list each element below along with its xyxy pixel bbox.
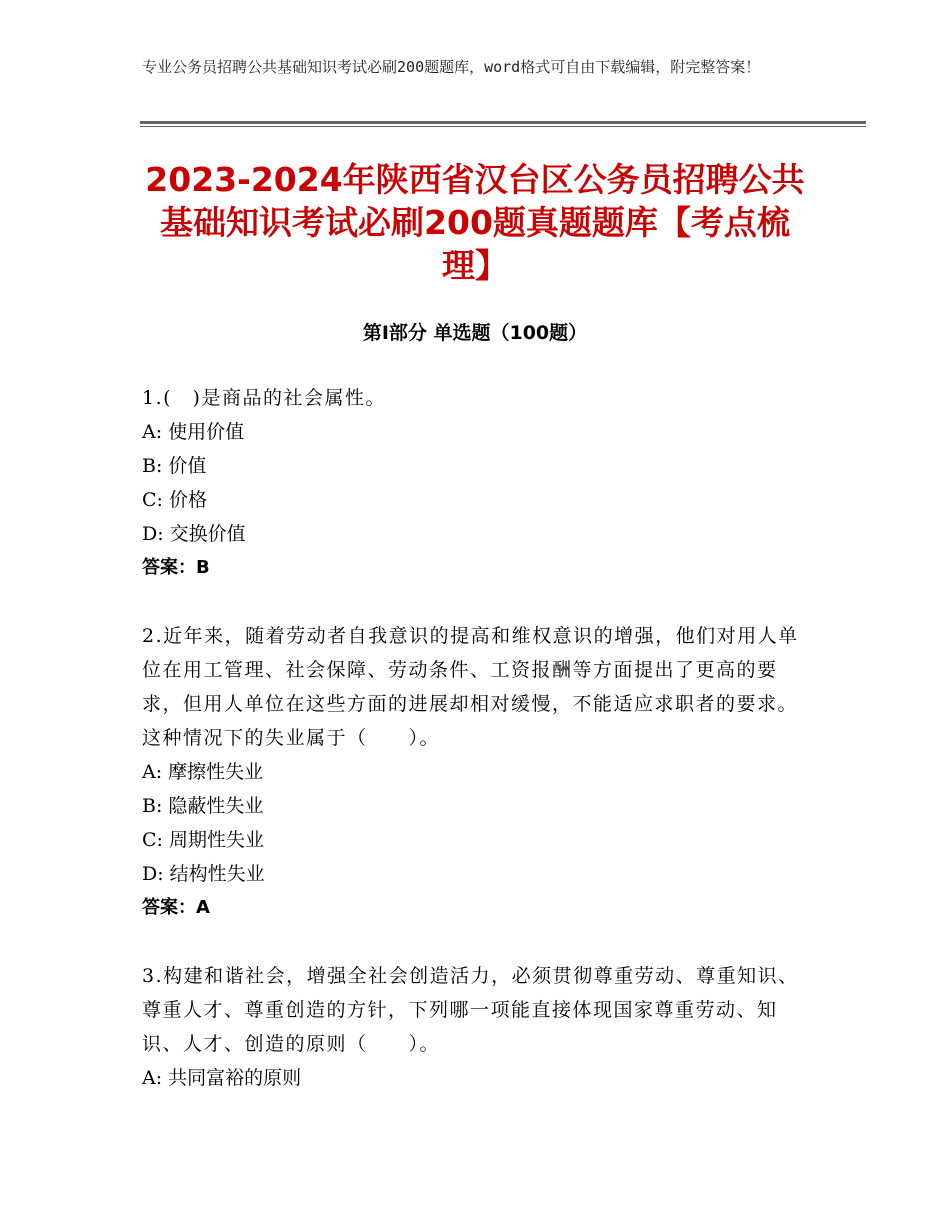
answer: 答案：B bbox=[142, 557, 210, 578]
option-d: D: 交换价值 bbox=[142, 523, 246, 545]
option-a: A: 摩擦性失业 bbox=[142, 761, 264, 783]
option-d: D: 结构性失业 bbox=[142, 863, 265, 885]
header-rule-thin bbox=[140, 126, 866, 127]
document-title: 2023-2024年陕西省汉台区公务员招聘公共基础知识考试必刷200题真题题库【考点梳理】 bbox=[145, 160, 805, 285]
option-a: A: 共同富裕的原则 bbox=[142, 1067, 302, 1089]
question-stem: 1.( )是商品的社会属性。 bbox=[142, 387, 386, 409]
question-stem: 2.近年来，随着劳动者自我意识的提高和维权意识的增强，他们对用人单位在用工管理、社会保障、劳动条件、工资报酬等方面提出了更高的要求，但用人单位在这些方面的进展却相对缓慢，不能适应求职者的要求。这种情况下的失业属于（ ）。 bbox=[142, 625, 799, 749]
question-1 bbox=[142, 381, 812, 585]
section-title: 第Ⅰ部分 单选题（100题） bbox=[362, 322, 588, 344]
header-note: 专业公务员招聘公共基础知识考试必刷200题题库，word格式可自由下载编辑，附完整答案！ bbox=[142, 58, 761, 76]
header-rule-thick bbox=[140, 121, 866, 124]
option-c: C: 周期性失业 bbox=[142, 829, 264, 851]
answer: 答案：A bbox=[142, 897, 210, 918]
option-c: C: 价格 bbox=[142, 489, 207, 511]
option-b: B: 隐蔽性失业 bbox=[142, 795, 264, 817]
option-b: B: 价值 bbox=[142, 455, 207, 477]
question-list bbox=[142, 381, 812, 1129]
question-stem: 3.构建和谐社会，增强全社会创造活力，必须贯彻尊重劳动、尊重知识、尊重人才、尊重创造的方针，下列哪一项能直接体现国家尊重劳动、知识、人才、创造的原则（ ）。 bbox=[142, 965, 799, 1055]
question-2 bbox=[142, 619, 812, 925]
question-3 bbox=[142, 959, 812, 1095]
option-a: A: 使用价值 bbox=[142, 421, 245, 443]
